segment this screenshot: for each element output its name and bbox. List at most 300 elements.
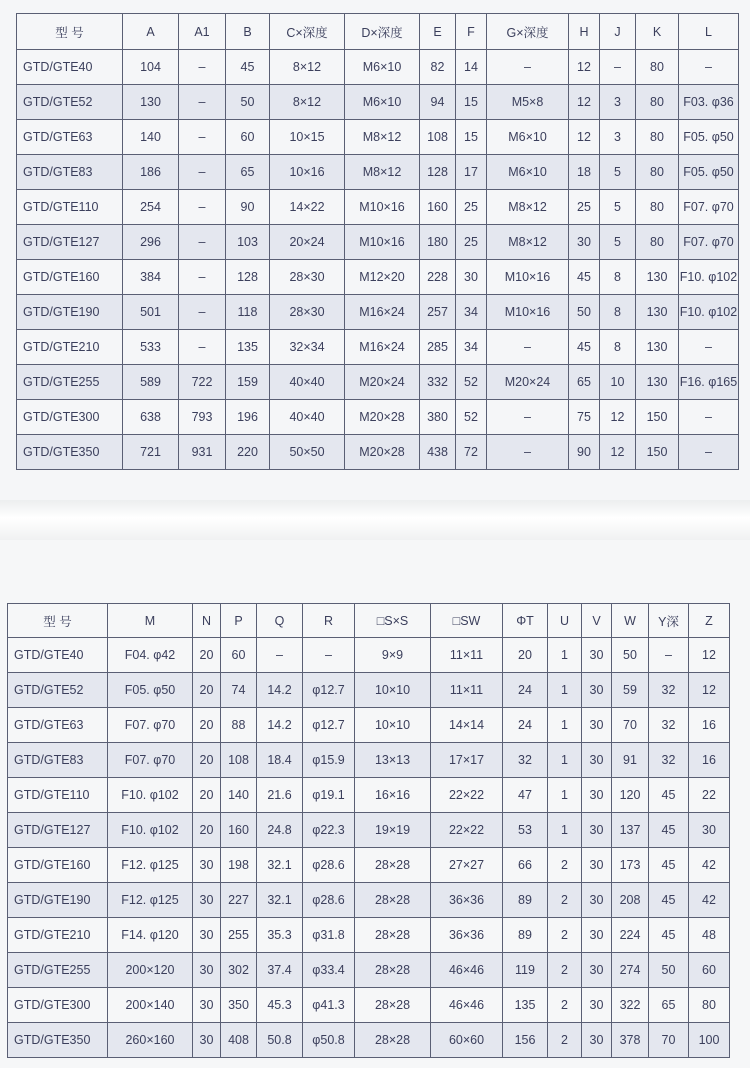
value-cell: F10. φ102 [108,813,193,848]
model-cell: GTD/GTE127 [8,813,108,848]
value-cell: 45 [649,883,689,918]
value-cell: 12 [569,50,600,85]
value-cell: 160 [221,813,257,848]
value-cell: 27×27 [431,848,503,883]
value-cell: 45 [569,330,600,365]
value-cell: 65 [649,988,689,1023]
value-cell: 20 [193,778,221,813]
value-cell: 1 [548,638,582,673]
value-cell: 28×28 [355,918,431,953]
value-cell: M16×24 [345,330,420,365]
value-cell: 80 [689,988,730,1023]
value-cell: 75 [569,400,600,435]
value-cell: 30 [569,225,600,260]
table-row [8,988,730,1023]
column-header: J [600,14,636,50]
value-cell: 198 [221,848,257,883]
value-cell: – [679,435,739,470]
model-cell: GTD/GTE350 [17,435,123,470]
value-cell: – [487,400,569,435]
value-cell: 12 [689,673,730,708]
value-cell: 533 [123,330,179,365]
value-cell: 5 [600,155,636,190]
value-cell: 135 [226,330,270,365]
value-cell: φ22.3 [303,813,355,848]
value-cell: – [487,330,569,365]
model-cell: GTD/GTE52 [8,673,108,708]
value-cell: 10×15 [270,120,345,155]
value-cell: φ31.8 [303,918,355,953]
dimension-table-2 [7,603,730,1058]
value-cell: 2 [548,953,582,988]
table-row [17,50,739,85]
model-cell: GTD/GTE40 [17,50,123,85]
value-cell: 50.8 [257,1023,303,1058]
value-cell: 94 [420,85,456,120]
value-cell: 50 [226,85,270,120]
value-cell: 30 [582,708,612,743]
value-cell: φ41.3 [303,988,355,1023]
value-cell: 25 [456,190,487,225]
value-cell: – [679,400,739,435]
value-cell: 24.8 [257,813,303,848]
value-cell: – [179,260,226,295]
value-cell: 257 [420,295,456,330]
column-header: 型 号 [8,604,108,638]
value-cell: 322 [612,988,649,1023]
table-row [8,953,730,988]
value-cell: 28×28 [355,883,431,918]
model-cell: GTD/GTE83 [17,155,123,190]
value-cell: M20×28 [345,400,420,435]
value-cell: 10×16 [270,155,345,190]
value-cell: 45 [569,260,600,295]
value-cell: 16 [689,708,730,743]
value-cell: 32×34 [270,330,345,365]
model-cell: GTD/GTE160 [8,848,108,883]
column-header: Y深 [649,604,689,638]
value-cell: 80 [636,155,679,190]
model-cell: GTD/GTE300 [8,988,108,1023]
value-cell: M10×16 [345,190,420,225]
value-cell: 30 [689,813,730,848]
value-cell: M8×12 [487,225,569,260]
value-cell: F14. φ120 [108,918,193,953]
value-cell: 135 [503,988,548,1023]
value-cell: 70 [612,708,649,743]
value-cell: 45 [649,778,689,813]
value-cell: – [679,50,739,85]
value-cell: – [179,190,226,225]
value-cell: 30 [582,743,612,778]
value-cell: 5 [600,225,636,260]
value-cell: F04. φ42 [108,638,193,673]
value-cell: 36×36 [431,883,503,918]
value-cell: 30 [582,918,612,953]
value-cell: 156 [503,1023,548,1058]
value-cell: 90 [226,190,270,225]
model-cell: GTD/GTE52 [17,85,123,120]
value-cell: φ19.1 [303,778,355,813]
value-cell: 60 [226,120,270,155]
value-cell: M10×16 [345,225,420,260]
value-cell: 22 [689,778,730,813]
value-cell: M6×10 [345,50,420,85]
value-cell: 15 [456,85,487,120]
value-cell: 30 [582,813,612,848]
value-cell: 2 [548,883,582,918]
value-cell: 130 [636,330,679,365]
value-cell: 1 [548,673,582,708]
value-cell: 16 [689,743,730,778]
table-row [17,400,739,435]
value-cell: 159 [226,365,270,400]
value-cell: 2 [548,848,582,883]
value-cell: – [179,330,226,365]
value-cell: 22×22 [431,813,503,848]
model-cell: GTD/GTE110 [17,190,123,225]
value-cell: 42 [689,883,730,918]
value-cell: 14.2 [257,673,303,708]
value-cell: M8×12 [487,190,569,225]
value-cell: 196 [226,400,270,435]
value-cell: 45 [226,50,270,85]
table-row [17,225,739,260]
value-cell: M20×28 [345,435,420,470]
column-header: L [679,14,739,50]
value-cell: 47 [503,778,548,813]
value-cell: 228 [420,260,456,295]
value-cell: 89 [503,918,548,953]
value-cell: 103 [226,225,270,260]
value-cell: 42 [689,848,730,883]
value-cell: 108 [420,120,456,155]
value-cell: 80 [636,225,679,260]
value-cell: 9×9 [355,638,431,673]
value-cell: 89 [503,883,548,918]
column-header: □S×S [355,604,431,638]
value-cell: 45 [649,918,689,953]
value-cell: 20 [503,638,548,673]
column-header: A [123,14,179,50]
table-row [17,330,739,365]
value-cell: 224 [612,918,649,953]
model-cell: GTD/GTE83 [8,743,108,778]
value-cell: – [179,85,226,120]
value-cell: 8×12 [270,85,345,120]
value-cell: 20×24 [270,225,345,260]
value-cell: F16. φ165 [679,365,739,400]
table-row [8,778,730,813]
value-cell: φ12.7 [303,708,355,743]
column-header: D×深度 [345,14,420,50]
value-cell: 260×160 [108,1023,193,1058]
value-cell: 21.6 [257,778,303,813]
value-cell: – [179,225,226,260]
value-cell: 3 [600,85,636,120]
value-cell: 160 [420,190,456,225]
value-cell: 173 [612,848,649,883]
value-cell: 59 [612,673,649,708]
value-cell: 220 [226,435,270,470]
value-cell: 60 [689,953,730,988]
value-cell: 10×10 [355,673,431,708]
value-cell: 32 [649,673,689,708]
column-header: A1 [179,14,226,50]
value-cell: 14×22 [270,190,345,225]
value-cell: 34 [456,295,487,330]
value-cell: 50 [612,638,649,673]
table-row [8,1023,730,1058]
value-cell: – [179,50,226,85]
value-cell: M5×8 [487,85,569,120]
table-row [17,120,739,155]
column-header: R [303,604,355,638]
value-cell: 32 [503,743,548,778]
value-cell: M6×10 [487,155,569,190]
value-cell: F10. φ102 [679,260,739,295]
value-cell: 254 [123,190,179,225]
column-header: V [582,604,612,638]
dimension-table-1 [16,13,739,470]
column-header: N [193,604,221,638]
value-cell: 14.2 [257,708,303,743]
value-cell: 11×11 [431,673,503,708]
value-cell: 35.3 [257,918,303,953]
value-cell: 30 [582,638,612,673]
value-cell: M8×12 [345,120,420,155]
column-header: M [108,604,193,638]
value-cell: 52 [456,400,487,435]
value-cell: 40×40 [270,400,345,435]
value-cell: 82 [420,50,456,85]
value-cell: 5 [600,190,636,225]
value-cell: 20 [193,638,221,673]
value-cell: 30 [582,953,612,988]
value-cell: 91 [612,743,649,778]
value-cell: 128 [226,260,270,295]
column-header: G×深度 [487,14,569,50]
column-header: W [612,604,649,638]
table-row [8,883,730,918]
value-cell: 17×17 [431,743,503,778]
value-cell: F12. φ125 [108,848,193,883]
value-cell: 1 [548,743,582,778]
value-cell: 722 [179,365,226,400]
value-cell: 30 [193,1023,221,1058]
value-cell: F03. φ36 [679,85,739,120]
value-cell: 28×28 [355,988,431,1023]
table-row [8,673,730,708]
value-cell: 45.3 [257,988,303,1023]
value-cell: 32.1 [257,848,303,883]
model-cell: GTD/GTE63 [17,120,123,155]
value-cell: 50 [569,295,600,330]
value-cell: 20 [193,673,221,708]
value-cell: – [179,295,226,330]
value-cell: 22×22 [431,778,503,813]
value-cell: 30 [193,953,221,988]
value-cell: 130 [636,365,679,400]
value-cell: 25 [569,190,600,225]
value-cell: 60 [221,638,257,673]
value-cell: 378 [612,1023,649,1058]
value-cell: 88 [221,708,257,743]
column-header: Z [689,604,730,638]
value-cell: 30 [193,918,221,953]
value-cell: 208 [612,883,649,918]
value-cell: 30 [193,848,221,883]
value-cell: 384 [123,260,179,295]
value-cell: 45 [649,813,689,848]
model-cell: GTD/GTE127 [17,225,123,260]
value-cell: – [179,120,226,155]
value-cell: 53 [503,813,548,848]
value-cell: 2 [548,988,582,1023]
value-cell: 108 [221,743,257,778]
column-header: 型 号 [17,14,123,50]
value-cell: 66 [503,848,548,883]
value-cell: – [487,50,569,85]
value-cell: 931 [179,435,226,470]
table-row [8,813,730,848]
value-cell: 32 [649,743,689,778]
value-cell: 19×19 [355,813,431,848]
value-cell: M16×24 [345,295,420,330]
value-cell: – [257,638,303,673]
table-row [17,190,739,225]
value-cell: 18.4 [257,743,303,778]
value-cell: 65 [226,155,270,190]
value-cell: 438 [420,435,456,470]
value-cell: 408 [221,1023,257,1058]
table-row [8,743,730,778]
value-cell: 50×50 [270,435,345,470]
value-cell: 350 [221,988,257,1023]
model-cell: GTD/GTE255 [17,365,123,400]
value-cell: 200×120 [108,953,193,988]
value-cell: 274 [612,953,649,988]
value-cell: 140 [221,778,257,813]
value-cell: 28×28 [355,1023,431,1058]
value-cell: 285 [420,330,456,365]
value-cell: 52 [456,365,487,400]
value-cell: φ33.4 [303,953,355,988]
value-cell: 130 [636,295,679,330]
value-cell: 12 [600,435,636,470]
value-cell: 227 [221,883,257,918]
header-row [8,604,730,638]
value-cell: 32 [649,708,689,743]
table-row [17,260,739,295]
value-cell: 80 [636,190,679,225]
column-header: K [636,14,679,50]
model-cell: GTD/GTE160 [17,260,123,295]
value-cell: 721 [123,435,179,470]
table-row [17,435,739,470]
value-cell: 24 [503,673,548,708]
column-header: ΦT [503,604,548,638]
model-cell: GTD/GTE110 [8,778,108,813]
value-cell: 45 [649,848,689,883]
value-cell: F10. φ102 [679,295,739,330]
value-cell: 255 [221,918,257,953]
value-cell: 118 [226,295,270,330]
table-row [17,155,739,190]
model-cell: GTD/GTE300 [17,400,123,435]
value-cell: M6×10 [345,85,420,120]
value-cell: 72 [456,435,487,470]
value-cell: 2 [548,1023,582,1058]
value-cell: 14×14 [431,708,503,743]
value-cell: 12 [569,120,600,155]
column-header: F [456,14,487,50]
value-cell: 200×140 [108,988,193,1023]
value-cell: 90 [569,435,600,470]
column-header: H [569,14,600,50]
model-cell: GTD/GTE40 [8,638,108,673]
column-header: E [420,14,456,50]
value-cell: 30 [582,883,612,918]
value-cell: 589 [123,365,179,400]
column-header: B [226,14,270,50]
value-cell: 50 [649,953,689,988]
value-cell: M12×20 [345,260,420,295]
value-cell: φ28.6 [303,883,355,918]
value-cell: 302 [221,953,257,988]
value-cell: 40×40 [270,365,345,400]
value-cell: 501 [123,295,179,330]
table-row [17,365,739,400]
value-cell: φ50.8 [303,1023,355,1058]
value-cell: 11×11 [431,638,503,673]
value-cell: M6×10 [487,120,569,155]
value-cell: 8×12 [270,50,345,85]
value-cell: 119 [503,953,548,988]
value-cell: 46×46 [431,988,503,1023]
value-cell: M20×24 [487,365,569,400]
value-cell: 104 [123,50,179,85]
value-cell: – [303,638,355,673]
value-cell: 32.1 [257,883,303,918]
value-cell: F07. φ70 [108,708,193,743]
value-cell: – [487,435,569,470]
value-cell: 8 [600,260,636,295]
value-cell: 16×16 [355,778,431,813]
model-cell: GTD/GTE190 [17,295,123,330]
value-cell: 20 [193,708,221,743]
column-header: P [221,604,257,638]
value-cell: 14 [456,50,487,85]
header-row [17,14,739,50]
value-cell: 30 [582,988,612,1023]
value-cell: – [649,638,689,673]
table-row [8,918,730,953]
value-cell: 296 [123,225,179,260]
value-cell: 12 [569,85,600,120]
value-cell: 28×28 [355,953,431,988]
value-cell: 12 [600,400,636,435]
value-cell: F07. φ70 [679,225,739,260]
value-cell: M10×16 [487,260,569,295]
value-cell: 12 [689,638,730,673]
value-cell: 130 [636,260,679,295]
value-cell: 10×10 [355,708,431,743]
value-cell: 80 [636,120,679,155]
value-cell: 70 [649,1023,689,1058]
value-cell: M20×24 [345,365,420,400]
value-cell: φ28.6 [303,848,355,883]
